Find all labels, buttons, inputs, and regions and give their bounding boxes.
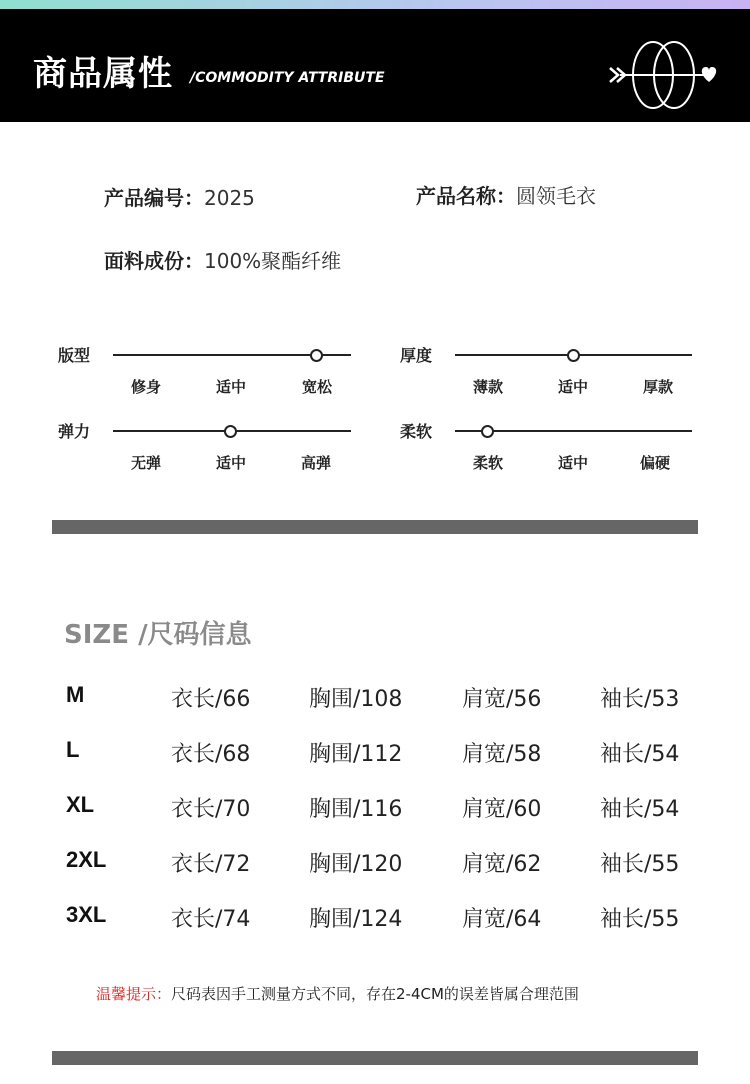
size-row	[0, 680, 750, 720]
size-name: XL	[66, 792, 95, 817]
size-length: 衣长/66	[171, 687, 251, 712]
product-name	[416, 180, 596, 209]
attribute-elasticity-option: 适中	[215, 454, 246, 472]
attribute-thickness-knob	[567, 349, 580, 362]
attribute-softness-option: 偏硬	[639, 454, 670, 472]
attribute-elasticity-option: 高弹	[300, 454, 331, 472]
fabric-value: 100%聚酯纤维	[204, 249, 342, 273]
attribute-fit-knob	[310, 349, 323, 362]
size-name: L	[66, 737, 80, 762]
tip-label: 温馨提示：	[96, 985, 172, 1003]
size-length: 衣长/70	[171, 797, 251, 822]
attribute-fit	[58, 343, 358, 413]
size-shoulder: 肩宽/56	[462, 687, 542, 712]
size-chest: 胸围/124	[309, 907, 403, 932]
size-shoulder: 肩宽/62	[462, 852, 542, 877]
section-divider	[52, 520, 698, 534]
product-name-value: 圆领毛衣	[516, 184, 596, 208]
header-banner	[0, 9, 750, 122]
fabric-label: 面料成份：	[104, 249, 204, 273]
attribute-thickness-option: 薄款	[472, 378, 503, 396]
size-length: 衣长/72	[171, 852, 251, 877]
product-name-label: 产品名称：	[416, 184, 516, 208]
attribute-fit-option: 适中	[215, 378, 246, 396]
size-row	[0, 790, 750, 830]
attribute-thickness	[400, 343, 700, 413]
size-name: 2XL	[66, 847, 107, 872]
attribute-softness-knob	[481, 425, 494, 438]
attribute-softness-option: 柔软	[472, 454, 503, 472]
attribute-thickness-option: 适中	[557, 378, 588, 396]
attribute-elasticity	[58, 419, 358, 489]
size-sleeve: 袖长/54	[600, 742, 680, 767]
page-subtitle: /COMMODITY ATTRIBUTE	[190, 70, 385, 86]
size-sleeve: 袖长/54	[600, 797, 680, 822]
size-sleeve: 袖长/55	[600, 907, 680, 932]
size-tip	[96, 983, 579, 1004]
size-row	[0, 900, 750, 940]
size-shoulder: 肩宽/64	[462, 907, 542, 932]
bottom-divider	[52, 1051, 698, 1065]
arrow-rings-heart-icon	[608, 34, 720, 116]
product-code-label: 产品编号：	[104, 186, 204, 210]
size-shoulder: 肩宽/60	[462, 797, 542, 822]
size-heading: SIZE /尺码信息	[64, 620, 252, 650]
size-chest: 胸围/108	[309, 687, 403, 712]
attribute-elasticity-option: 无弹	[130, 454, 161, 472]
attribute-thickness-name: 厚度	[400, 346, 433, 365]
size-chest: 胸围/112	[309, 742, 403, 767]
tip-text: 尺码表因手工测量方式不同，存在2-4CM的误差皆属合理范围	[171, 985, 579, 1003]
fabric	[104, 245, 341, 274]
size-chest: 胸围/116	[309, 797, 403, 822]
size-row	[0, 735, 750, 775]
size-row	[0, 845, 750, 885]
size-shoulder: 肩宽/58	[462, 742, 542, 767]
product-code	[104, 182, 255, 211]
attribute-softness-option: 适中	[557, 454, 588, 472]
attribute-thickness-option: 厚款	[642, 378, 673, 396]
attribute-fit-option: 宽松	[301, 378, 332, 396]
size-name: 3XL	[66, 902, 107, 927]
attribute-elasticity-knob	[224, 425, 237, 438]
attribute-elasticity-name: 弹力	[58, 422, 91, 441]
size-name: M	[66, 682, 85, 707]
size-sleeve: 袖长/55	[600, 852, 680, 877]
size-chest: 胸围/120	[309, 852, 403, 877]
attribute-fit-name: 版型	[58, 346, 91, 365]
product-code-value: 2025	[204, 186, 255, 210]
page-title: 商品属性	[33, 54, 173, 94]
size-length: 衣长/74	[171, 907, 251, 932]
attribute-softness	[400, 419, 700, 489]
size-sleeve: 袖长/53	[600, 687, 680, 712]
size-length: 衣长/68	[171, 742, 251, 767]
attribute-fit-option: 修身	[130, 378, 161, 396]
attribute-softness-name: 柔软	[400, 422, 433, 441]
top-gradient-strip	[0, 0, 750, 9]
